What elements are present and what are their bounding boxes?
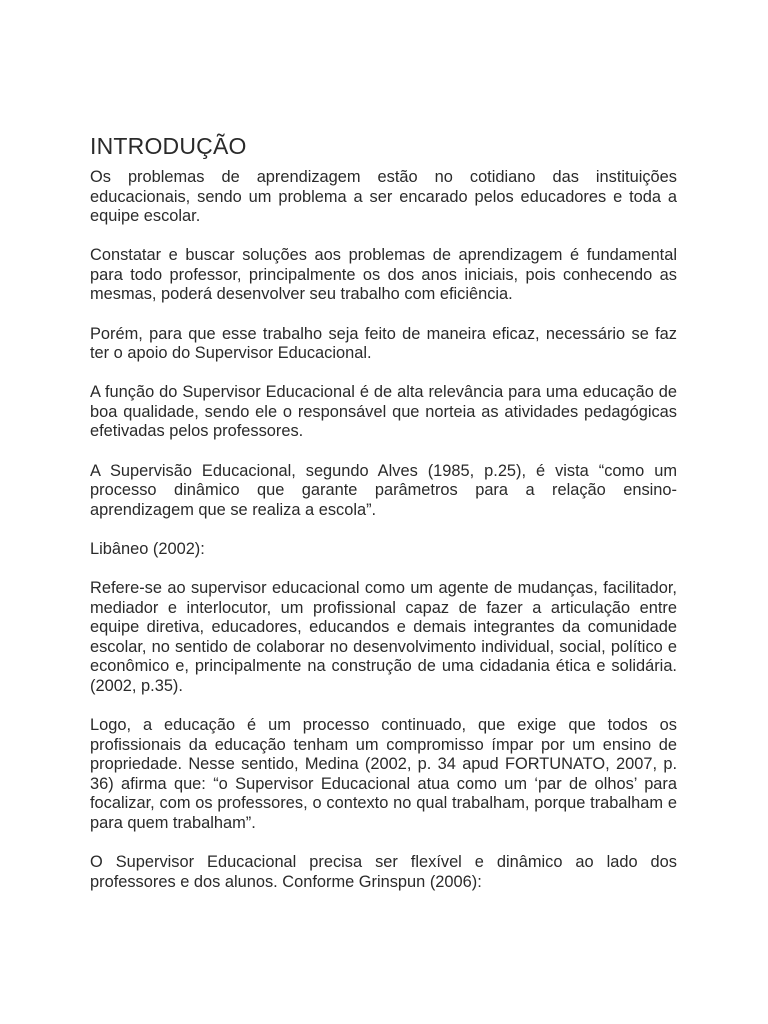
paragraph-8: Logo, a educação é um processo continuado, que exige que todos os profissionais da educação tenham um compromisso ímpar por um ensino de propriedade. Nesse sentido, Medina (2002, p. 34 apud FORTUNATO, 2007, p. 36) afirma que: “o Supervisor Educacional atua como um ‘par de olhos’ para focalizar, com os professores, o contexto no qual trabalham, porque trabalham e para quem trabalham”. (90, 715, 677, 832)
paragraph-2: Constatar e buscar soluções aos problemas de aprendizagem é fundamental para todo professor, principalmente os dos anos iniciais, pois conhecendo as mesmas, poderá desenvolver seu trabalho com eficiência. (90, 246, 677, 304)
document-page (90, 132, 677, 912)
paragraph-4: A função do Supervisor Educacional é de alta relevância para uma educação de boa qualidade, sendo ele o responsável que norteia as atividades pedagógicas efetivadas pelos professores. (90, 383, 677, 441)
paragraph-6: Libâneo (2002): (90, 539, 205, 558)
paragraph-9: O Supervisor Educacional precisa ser flexível e dinâmico ao lado dos professores e dos alunos. Conforme Grinspun (2006): (90, 853, 677, 891)
paragraph-3: Porém, para que esse trabalho seja feito de maneira eficaz, necessário se faz ter o apoio do Supervisor Educacional. (90, 324, 677, 363)
paragraph-5: A Supervisão Educacional, segundo Alves (1985, p.25), é vista “como um processo dinâmico que garante parâmetros para a relação ensino-aprendizagem que se realiza a escola”. (90, 461, 677, 519)
paragraph-7: Refere-se ao supervisor educacional como um agente de mudanças, facilitador, mediador e interlocutor, um profissional capaz de fazer a articulação entre equipe diretiva, educadores, educandos e demais integrantes da comunidade escolar, no sentido de colaborar no desenvolvimento individual, social, político e econômico e, principalmente na construção de uma cidadania ética e solidária. (2002, p.35). (90, 578, 677, 695)
paragraph-1: Os problemas de aprendizagem estão no cotidiano das instituições educacionais, sendo um problema a ser encarado pelos educadores e toda a equipe escolar. (90, 168, 677, 226)
section-heading: INTRODUÇÃO (90, 133, 247, 159)
